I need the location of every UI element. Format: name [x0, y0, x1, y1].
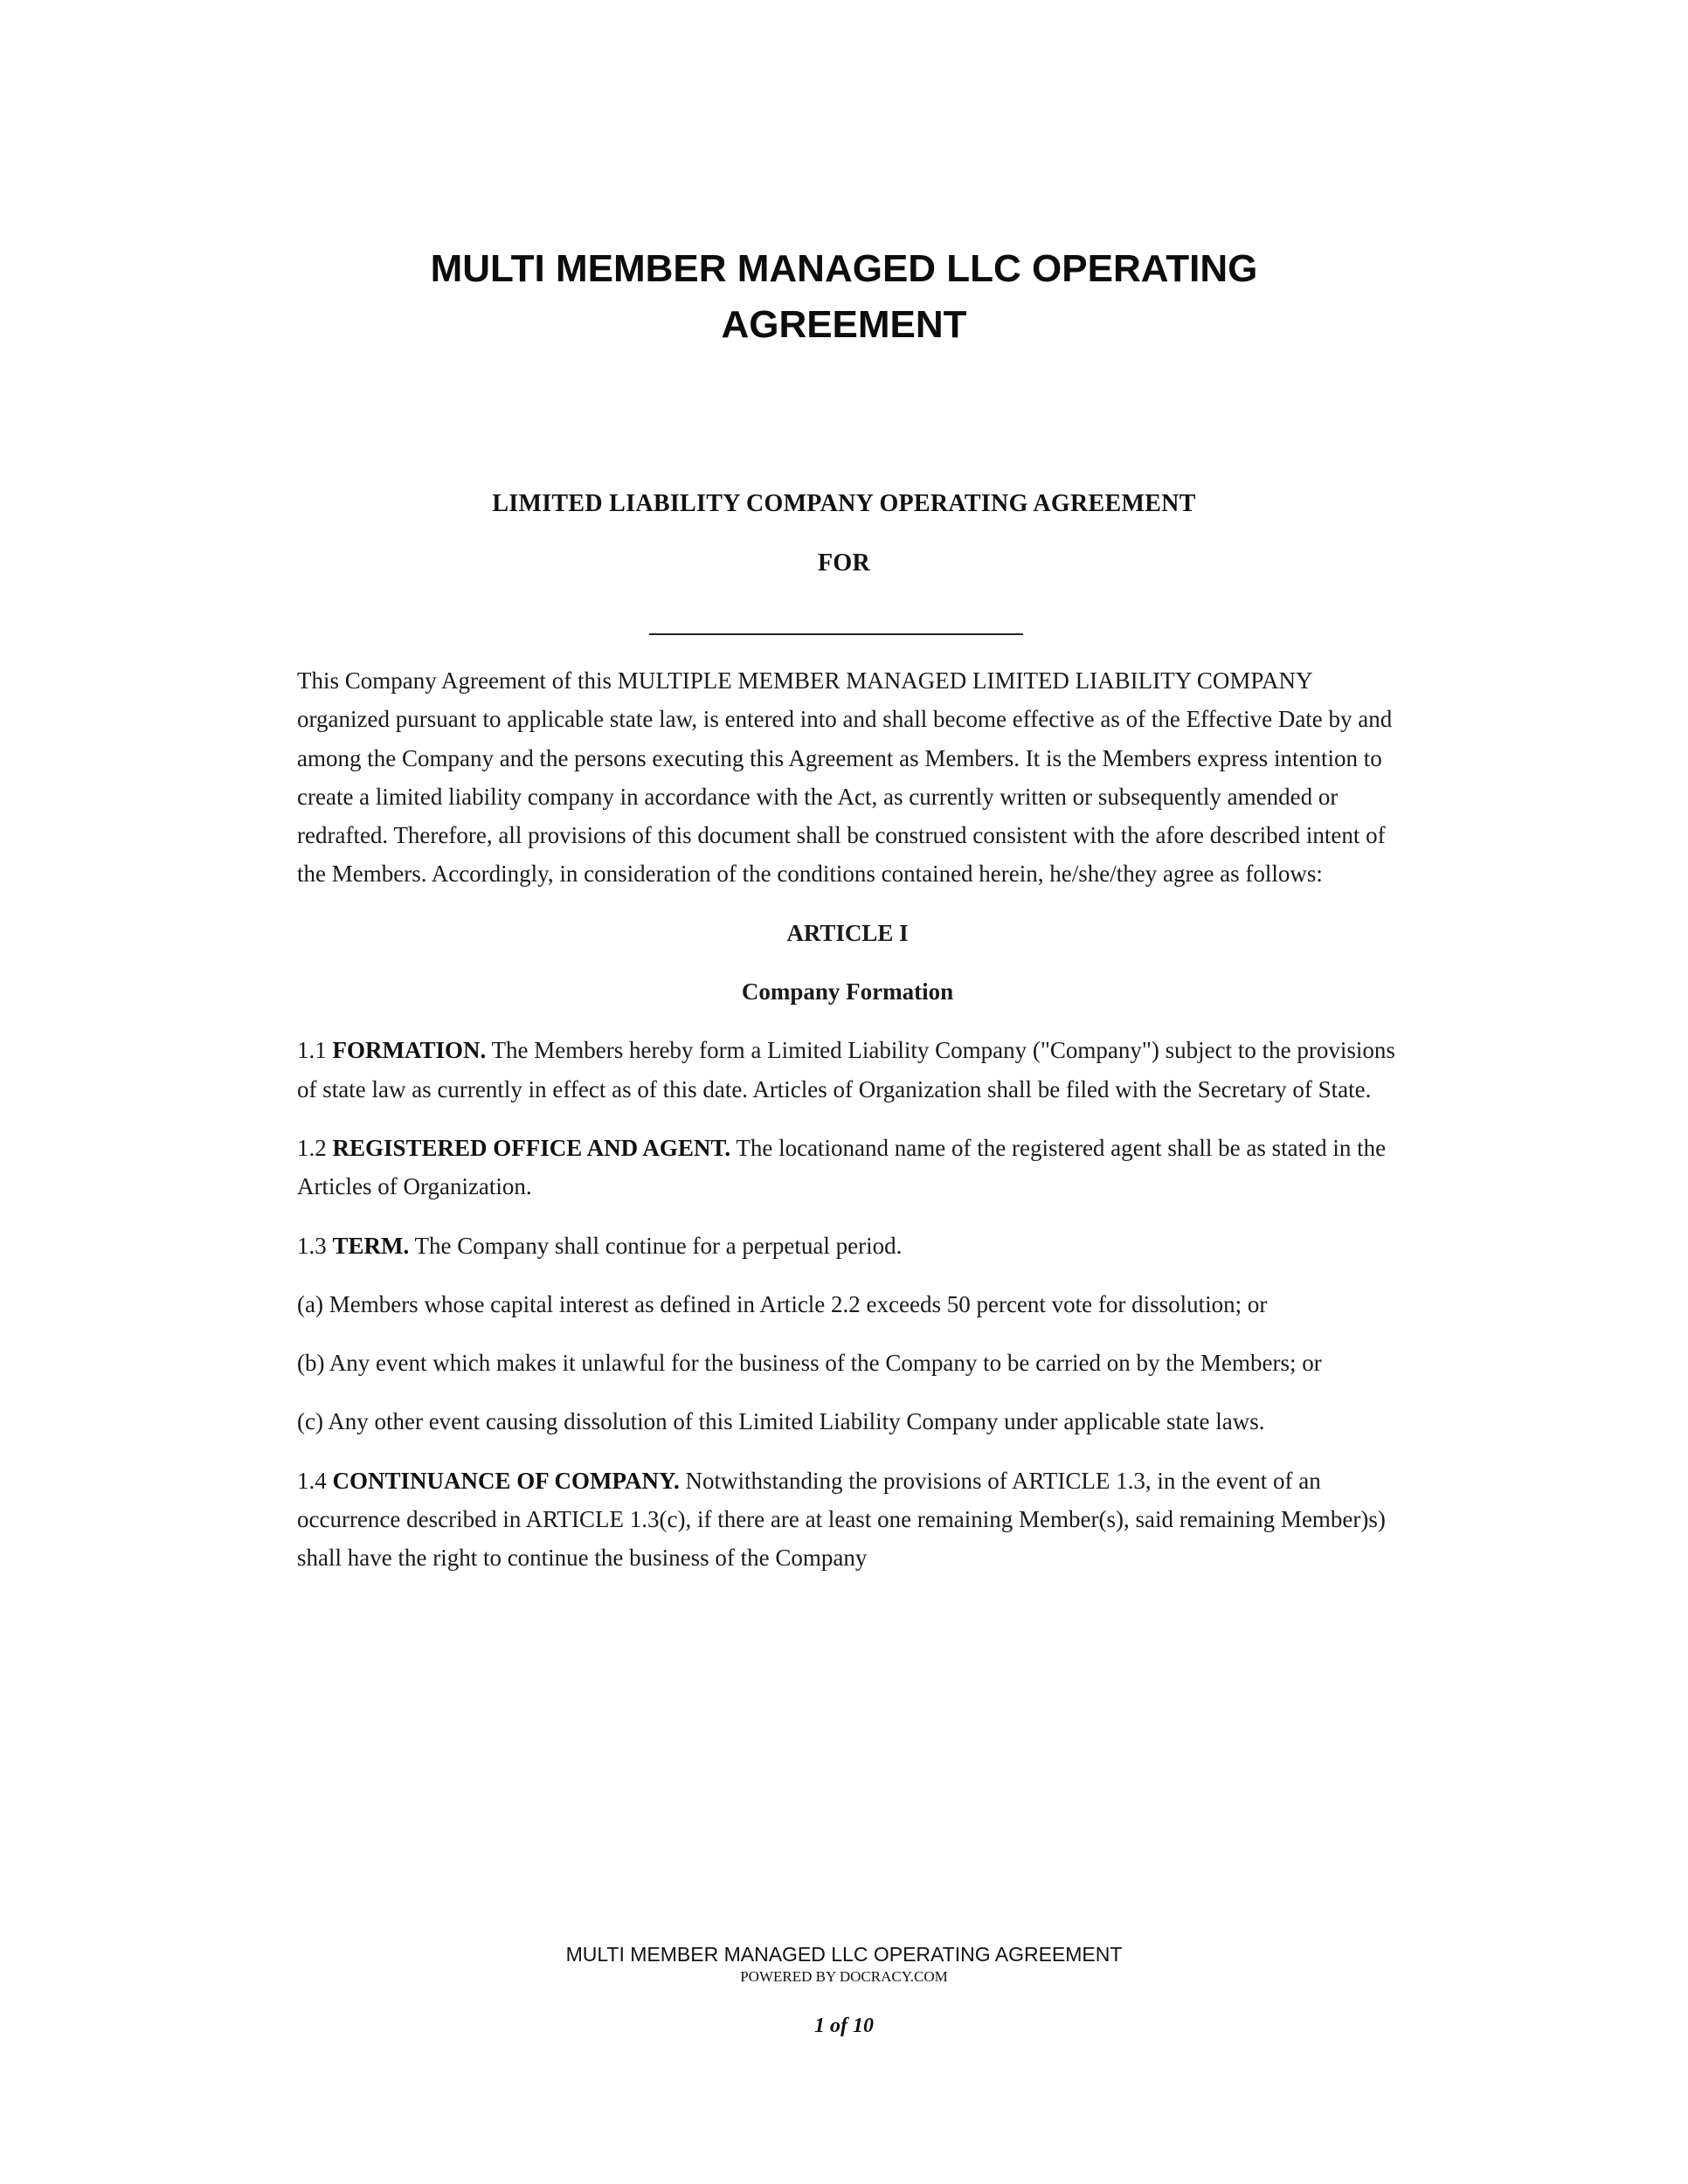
- document-body: [297, 661, 1398, 1598]
- section-heading: FORMATION.: [332, 1037, 487, 1064]
- document-title-line-2: AGREEMENT: [721, 303, 967, 346]
- section-number: 1.3: [297, 1232, 327, 1259]
- section-heading: REGISTERED OFFICE AND AGENT.: [332, 1134, 731, 1161]
- section-1-1: [297, 1031, 1398, 1109]
- section-number: 1.4: [297, 1467, 327, 1494]
- clause-a: (a) Members whose capital interest as defined in Article 2.2 exceeds 50 percent vote for dissolution; or: [297, 1290, 1268, 1317]
- section-text: The locationand name of the registered agent shall be as stated in the Articles of Organization.: [297, 1134, 1387, 1200]
- section-heading: TERM.: [332, 1232, 410, 1259]
- section-heading: CONTINUANCE OF COMPANY.: [332, 1467, 680, 1494]
- section-text: The Members hereby form a Limited Liability Company ("Company") subject to the provisions of state law as currently in effect as of this date. Articles of Organization shall be filed with the Secretary of State.: [297, 1037, 1395, 1102]
- clause-c: (c) Any other event causing dissolution of this Limited Liability Company under applicable state laws.: [297, 1408, 1265, 1435]
- footer-title: MULTI MEMBER MANAGED LLC OPERATING AGREEMENT: [565, 1943, 1123, 1966]
- company-name-blank-line: [649, 633, 1023, 635]
- for-label: FOR: [817, 549, 870, 577]
- section-1-4: [297, 1462, 1398, 1578]
- footer-powered-by: POWERED BY DOCRACY.COM: [740, 1968, 948, 1985]
- intro-paragraph: This Company Agreement of this MULTIPLE MEMBER MANAGED LIMITED LIABILITY COMPANY organized pursuant to applicable state law, is entered into and shall become effective as of the Effective Date by and among the Company and the persons executing this Agreement as Members. It is the Members express intention to create a limited liability company in accordance with the Act, as currently written or subsequently amended or redrafted. Therefore, all provisions of this document shall be construed consistent with the afore described intent of the Members. Accordingly, in consideration of the conditions contained herein, he/she/they agree as follows:: [297, 667, 1393, 888]
- section-text: The Company shall continue for a perpetual period.: [414, 1232, 903, 1259]
- document-title-line-1: MULTI MEMBER MANAGED LLC OPERATING: [430, 247, 1258, 290]
- section-text: Notwithstanding the provisions of ARTICLE 1.3, in the event of an occurrence described in ARTICLE 1.3(c), if there are at least one remaining Member(s), said remaining Member)s) shall have the right to continue the business of the Company: [297, 1467, 1386, 1572]
- section-number: 1.2: [297, 1134, 327, 1161]
- document-subtitle: LIMITED LIABILITY COMPANY OPERATING AGREEMENT: [492, 490, 1196, 517]
- page-number: 1 of 10: [814, 2015, 874, 2037]
- article-heading: ARTICLE I: [786, 919, 909, 946]
- section-1-2: [297, 1129, 1398, 1206]
- clause-b: (b) Any event which makes it unlawful for the business of the Company to be carried on by the Members; or: [297, 1350, 1322, 1377]
- document-title: [0, 241, 1688, 353]
- article-title: Company Formation: [741, 978, 954, 1006]
- section-1-3: [297, 1227, 1398, 1265]
- section-number: 1.1: [297, 1037, 327, 1064]
